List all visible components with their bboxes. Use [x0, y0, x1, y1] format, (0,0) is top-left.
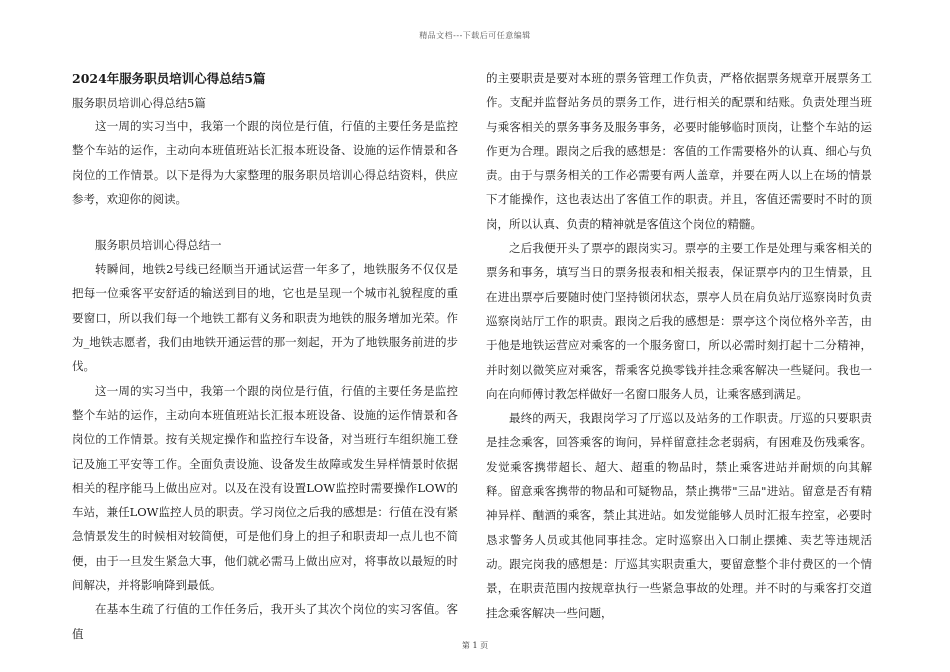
page-number: 第 1 页 [461, 641, 489, 650]
document-title: 2024年服务职员培训心得总结5篇 [72, 71, 266, 86]
left-column [72, 66, 458, 646]
body-paragraph: 的主要职责是要对本班的票务管理工作负责，严格依据票务规章开展票务工作。支配并监督站务员的票务工作，进行相关的配票和结账。负责处理当班与乘客相关的票务事务及服务事务，必要时能够临时顶岗，让整个车站的运作更为合理。跟岗之后我的感想是：客值的工作需要格外的认真、细心与负责。由于与票务相关的工作必需要有两人盖章，并要在两人以上在场的情景下才能操作，这也表达出了客值工作的职责。并且，客值还需要时不时的顶岗，所以认真、负责的精神就是客值这个岗位的精髓。 [486, 71, 872, 231]
body-paragraph: 这一周的实习当中，我第一个跟的岗位是行值，行值的主要任务是监控整个车站的运作，主动向本班值班站长汇报本班设备、设施的运作情景和各岗位的工作情景。按有关规定操作和监控行车设备，对当班行车组织施工登记及施工平安等工作。全面负责设施、设备发生故障或发生异样情景时依据相关的程序能马上做出应对。以及在没有设置LOW监控时需要操作LOW的车站，兼任LOW监控人员的职责。学习岗位之后我的感想是：行值在没有紧急情景发生的时候相对较简便，可是他们身上的担子和职责却一点儿也不简便，由于一旦发生紧急大事，他们就必需马上做出应对，将事故以最短的时间解决，并将影响降到最低。 [72, 383, 458, 593]
body-paragraph: 转瞬间，地铁2号线已经顺当开通试运营一年多了，地铁服务不仅仅是把每一位乘客平安舒适的输送到目的地，它也是呈现一个城市礼貌程度的重要窗口，所以我们每一个地铁工都有义务和职责为地铁的服务增加光荣。作为_地铁志愿者，我们由地铁开通运营的那一刻起，开为了地铁服务前进的步伐。 [72, 262, 458, 374]
body-paragraph: 最终的两天，我跟岗学习了厅巡以及站务的工作职责。厅巡的只要职责是挂念乘客，回答乘客的询问，异样留意挂念老弱病，有困难及伤残乘客。发觉乘客携带超长、超大、超重的物品时，禁止乘客进站并耐烦的向其解释。留意乘客携带的物品和可疑物品，禁止携带"三品"进站。留意是否有精神异样、酗酒的乘客，禁止其进站。如发觉能够人员时汇报车控室，必要时恳求警务人员或其他同事挂念。定时巡察出入口制止摆摊、卖艺等违规活动。跟完岗我的感想是：厅巡其实职责重大，要留意整个非付费区的一个情景，在职责范围内按规章执行一些紧急事故的处理。并不时的与乘客打交道挂念乘客解决一些问题， [486, 411, 872, 620]
section-gap [72, 211, 458, 233]
section-heading: 服务职员培训心得总结一 [95, 238, 222, 253]
document-subtitle: 服务职员培训心得总结5篇 [72, 96, 206, 110]
right-column [486, 66, 872, 625]
body-paragraph: 在基本生疏了行值的工作任务后，我开头了其次个岗位的实习客值。客值 [72, 602, 458, 641]
intro-paragraph: 这一周的实习当中，我第一个跟的岗位是行值，行值的主要任务是监控整个车站的运作，主动向本班值班站长汇报本班设备、设施的运作情景和各岗位的工作情景。以下是得为大家整理的服务职员培训心得总结资料，供应参考，欢迎你的阅读。 [72, 119, 458, 206]
page-header: 精品文档---下载后可任意编辑 [419, 31, 531, 40]
body-paragraph: 之后我便开头了票亭的跟岗实习。票亭的主要工作是处理与乘客相关的票务和事务，填写当日的票务报表和相关报表，保证票亭内的卫生情景，且在进出票亭后要随时使门坚持锁闭状态，票亭人员在肩负站厅巡察岗时负责巡察岗站厅工作的职责。跟岗之后我的感想是：票亭这个岗位格外辛苦，由于他是地铁运营应对乘客的一个服务窗口，所以必需时刻打起十二分精神，并时刻以微笑应对乘客，帮乘客兑换零钱并挂念乘客解决一些疑问。我也一向在向师傅讨教怎样做好一名窗口服务人员，让乘客感到满足。 [486, 241, 872, 401]
